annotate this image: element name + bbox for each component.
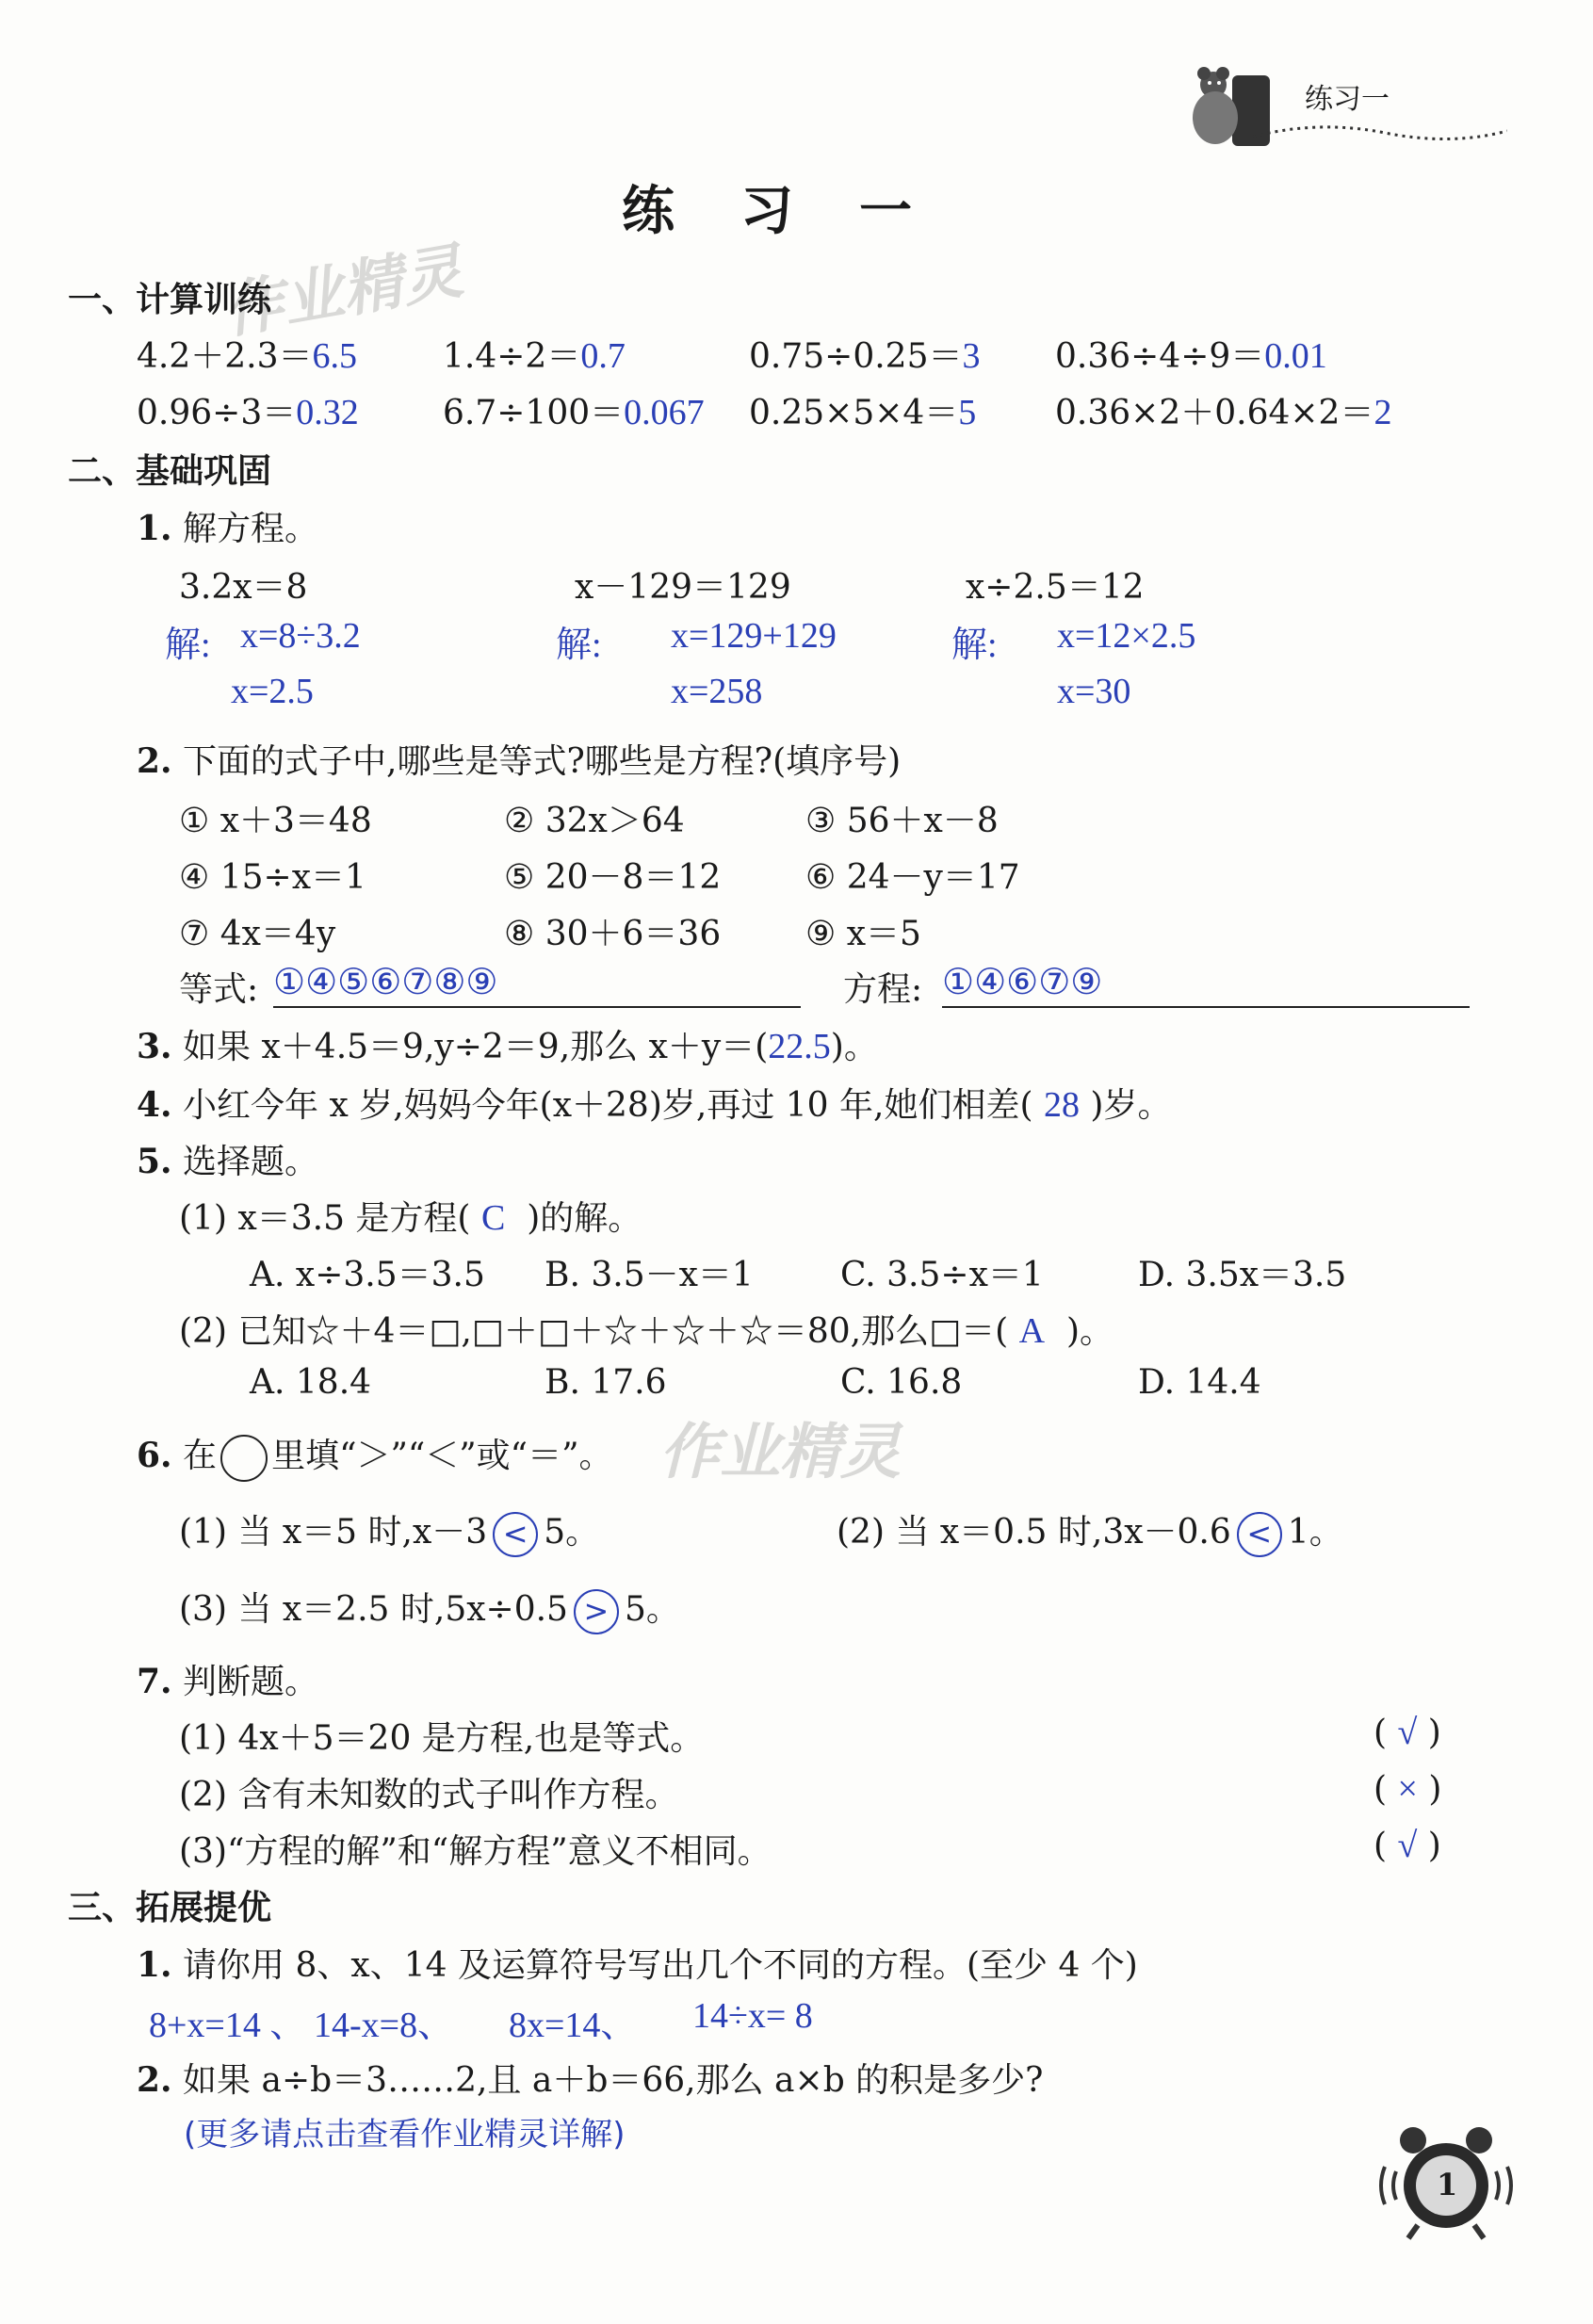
- fangcheng-underline: [942, 1006, 1470, 1008]
- q2-4: 4. 小红今年 x 岁,妈妈今年(x＋28)岁,再过 10 年,她们相差( 28 )岁。: [137, 1085, 1172, 1125]
- calc-2: 1.4÷2＝0.7: [443, 336, 626, 376]
- calc-1: 4.2＋2.3＝6.5: [137, 336, 358, 376]
- q5-p1-opt-d: D. 3.5x＝3.5: [1138, 1256, 1347, 1294]
- q2-3: 3. 如果 x＋4.5＝9,y÷2＝9,那么 x＋y＝(22.5)。: [137, 1027, 878, 1066]
- page-title: 练习一: [622, 180, 978, 242]
- eq-3: x÷2.5＝12: [966, 568, 1145, 607]
- expr-7: ⑦ 4x＝4y: [179, 915, 336, 953]
- judge-3: (3)“方程的解”和“解方程”意义不相同。: [179, 1832, 772, 1871]
- q3-2: 2. 如果 a÷b＝3……2,且 a＋b＝66,那么 a×b 的积是多少?: [137, 2060, 1044, 2100]
- q2-1: 1. 解方程。: [137, 509, 319, 548]
- calc-5: 0.96÷3＝0.32: [137, 393, 359, 432]
- calc-3: 0.75÷0.25＝3: [749, 336, 981, 376]
- expr-9: ⑨ x＝5: [805, 915, 921, 953]
- q2-7: 7. 判断题。: [137, 1662, 319, 1701]
- q3-1-ans-3: 8x=14、: [509, 2006, 637, 2045]
- header-label: 练习一: [1305, 83, 1390, 116]
- judge-3-answer: ( √ ): [1374, 1826, 1441, 1865]
- sec2-heading: 二、基础巩固: [68, 452, 272, 491]
- q2-5: 5. 选择题。: [137, 1142, 319, 1181]
- empty-circle: [220, 1435, 268, 1482]
- eq-3-s1: x=12×2.5: [1057, 616, 1196, 656]
- q3-1-ans-1: 8+x=14 、: [149, 2006, 306, 2045]
- calc-4: 0.36÷4÷9＝0.01: [1055, 336, 1327, 376]
- eq-1: 3.2x＝8: [179, 568, 308, 607]
- eq-1-jie: 解:: [165, 626, 211, 665]
- eq-2-s1: x=129+129: [671, 616, 837, 656]
- dengshi-underline: [273, 1006, 801, 1008]
- page-number: 1: [1437, 2167, 1458, 2202]
- expr-2: ② 32x＞64: [504, 802, 685, 840]
- q5-p1-opt-b: B. 3.5－x＝1: [545, 1256, 754, 1294]
- dengshi-label: 等式:: [179, 970, 259, 1009]
- q6-part1: (1) 当 x＝5 时,x－3 < 5。: [179, 1505, 599, 1557]
- more-link[interactable]: (更多请点击查看作业精灵详解): [184, 2116, 626, 2153]
- expr-1: ① x＋3＝48: [179, 802, 372, 840]
- eq-3-s2: x=30: [1057, 672, 1131, 711]
- sec3-heading: 三、拓展提优: [68, 1889, 272, 1927]
- expr-3: ③ 56＋x－8: [805, 802, 999, 840]
- watermark-mid: 作业精灵: [659, 1418, 901, 1487]
- calc-7: 0.25×5×4＝5: [749, 393, 977, 432]
- expr-8: ⑧ 30＋6＝36: [504, 915, 722, 953]
- expr-5: ⑤ 20－8＝12: [504, 858, 722, 897]
- fangcheng-label: 方程:: [843, 970, 923, 1009]
- q6-part3: (3) 当 x＝2.5 时,5x÷0.5 > 5。: [179, 1583, 680, 1634]
- judge-2: (2) 含有未知数的式子叫作方程。: [179, 1776, 679, 1814]
- judge-2-answer: ( × ): [1374, 1769, 1442, 1809]
- calc-6: 6.7÷100＝0.067: [443, 393, 705, 432]
- q5-p2-opt-c: C. 16.8: [840, 1363, 963, 1402]
- eq-3-jie: 解:: [951, 626, 998, 665]
- judge-1-answer: ( √ ): [1374, 1713, 1441, 1752]
- q2-2: 2. 下面的式子中,哪些是等式?哪些是方程?(填序号): [137, 741, 902, 781]
- q5-p1-opt-c: C. 3.5÷x＝1: [840, 1256, 1044, 1294]
- dengshi-answer: ①④⑤⑥⑦⑧⑨: [273, 963, 498, 1002]
- fangcheng-answer: ①④⑥⑦⑨: [942, 963, 1103, 1002]
- judge-1: (1) 4x＋5＝20 是方程,也是等式。: [179, 1719, 705, 1758]
- q3-1-ans-2: 14-x=8、: [314, 2006, 454, 2045]
- eq-1-s1: x=8÷3.2: [240, 616, 361, 656]
- q5-p2-opt-a: A. 18.4: [250, 1363, 372, 1402]
- q3-1-ans-4: 14÷x= 8: [692, 1996, 813, 2036]
- q5-part2: (2) 已知☆＋4＝□,□＋□＋☆＋☆＋☆＝80,那么□＝( A )。: [179, 1311, 1113, 1351]
- q5-p2-opt-d: D. 14.4: [1138, 1363, 1261, 1402]
- expr-4: ④ 15÷x＝1: [179, 858, 366, 897]
- q5-p1-opt-a: A. x÷3.5＝3.5: [250, 1256, 485, 1294]
- eq-2-s2: x=258: [671, 672, 763, 711]
- q5-part1: (1) x＝3.5 是方程( C )的解。: [179, 1198, 642, 1238]
- q3-1: 1. 请你用 8、x、14 及运算符号写出几个不同的方程。(至少 4 个): [137, 1945, 1138, 1985]
- q5-p2-opt-b: B. 17.6: [545, 1363, 667, 1402]
- calc-8: 0.36×2＋0.64×2＝2: [1055, 393, 1392, 432]
- q6-part2: (2) 当 x＝0.5 时,3x－0.6 < 1。: [837, 1505, 1343, 1557]
- eq-1-s2: x=2.5: [231, 672, 314, 711]
- watermark-top: 作业精灵: [218, 236, 468, 348]
- eq-2-jie: 解:: [556, 626, 602, 665]
- q2-6: 6. 在 里填“＞”“＜”或“＝”。: [137, 1429, 613, 1482]
- eq-2: x－129＝129: [575, 568, 791, 607]
- expr-6: ⑥ 24－y＝17: [805, 858, 1020, 897]
- header-dotted-line: [1253, 118, 1507, 150]
- sec1-heading: 一、计算训练: [68, 281, 272, 319]
